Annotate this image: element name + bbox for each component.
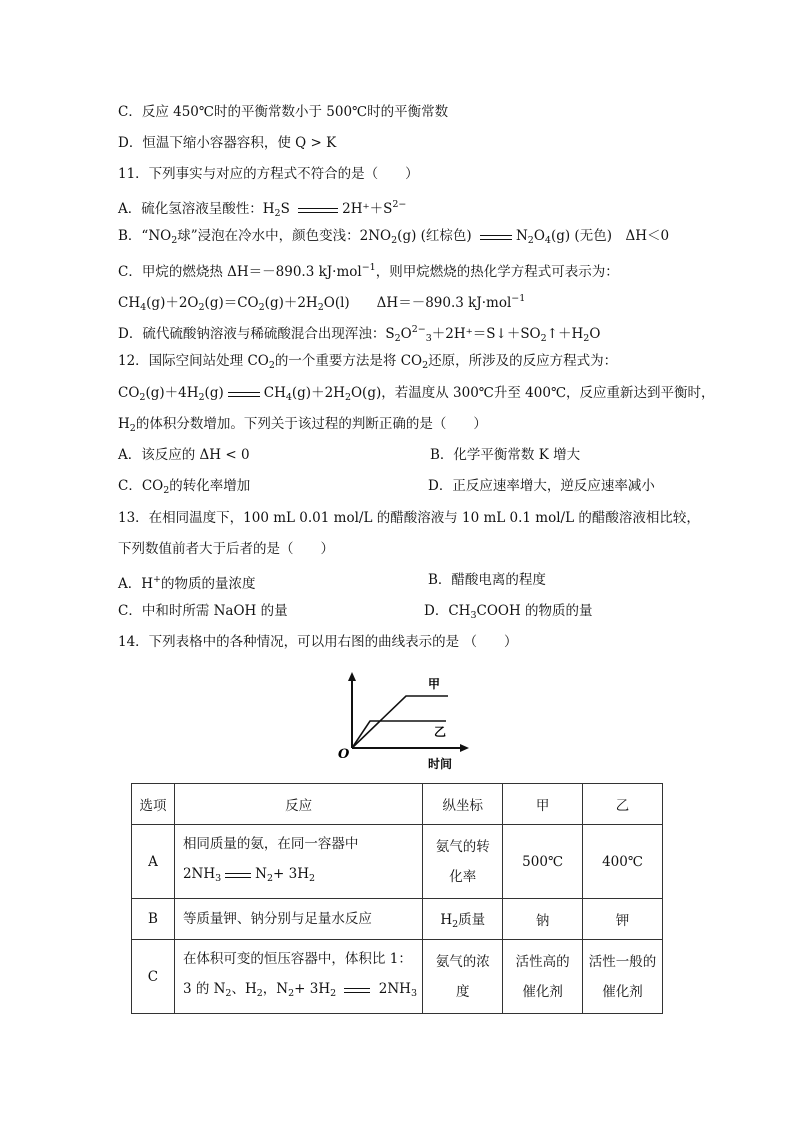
equilibrium-arrow [478, 232, 514, 242]
row-c-option: C [132, 940, 175, 1014]
row-a-reaction: 相同质量的氨，在同一容器中 $2NH_3$ $N_2+ 3H_2$ [174, 825, 422, 899]
q13-option-b: B．醋酸电离的程度 [428, 572, 546, 588]
q13-stem-2: 下列数值前者大于后者的是（ ） [118, 541, 334, 557]
header-ylabel: 纵坐标 [423, 784, 503, 825]
row-b-jia: 钠 [503, 899, 583, 940]
header-yi: 乙 [583, 784, 663, 825]
q11-option-c: C．甲烷的燃烧热 ΔH＝－890.3 kJ·mol$^{-1}$，则甲烷燃烧的热化学方程式可表示为： [118, 262, 619, 280]
curve-graph [336, 668, 476, 774]
q12-option-c: C．$CO_2$的转化率增加 [118, 478, 251, 496]
row-b-ylabel: $H_2$质量 [423, 899, 503, 940]
q13-stem: 13．在相同温度下，100 mL 0.01 mol/L 的醋酸溶液与 10 mL 0.1 mol/L 的醋酸溶液相比较， [118, 510, 700, 526]
q12-stem: 12．国际空间站处理 $CO_2$的一个重要方法是将 $CO_2$还原，所涉及的反应方程式为： [118, 353, 618, 371]
header-option: 选项 [132, 784, 175, 825]
table-header-row [132, 784, 663, 825]
q12-option-d: D．正反应速率增大，逆反应速率减小 [428, 478, 655, 494]
q12-stem-end: $H_2$的体积分数增加。下列关于该过程的判断正确的是（ ） [118, 416, 487, 434]
equilibrium-arrow [223, 870, 253, 880]
y-axis-arrow [348, 672, 356, 681]
q11-option-a: A．硫化氢溶液呈酸性：$H_2S$ $2H^++S^{2-}$ [118, 199, 407, 219]
table-row [132, 940, 663, 1014]
table-row [132, 825, 663, 899]
options-table [131, 783, 663, 1014]
q13-option-d: D．$CH_3COOH$ 的物质的量 [424, 603, 593, 621]
origin-label: O [338, 747, 350, 762]
q12-option-a: A．该反应的 ΔH < 0 [118, 447, 250, 463]
q12-equation: $CO_2(g)+4H_2(g)$ $CH_4(g)+2H_2O(g)$，若温度从 300℃升至 400℃，反应重新达到平衡时， [118, 385, 715, 403]
row-c-jia: 活性高的 催化剂 [503, 940, 583, 1014]
row-a-jia: 500℃ [503, 825, 583, 899]
equilibrium-arrow [296, 205, 340, 215]
row-b-option: B [132, 899, 175, 940]
row-a-ylabel: 氨气的转 化率 [423, 825, 503, 899]
label-jia: 甲 [428, 677, 441, 691]
q11-option-b: B．“$NO_2$球”浸泡在冷水中，颜色变浅：$2NO_2(g)$ (红棕色) $N_2O_4(g)$ (无色) ΔH＜0 [118, 228, 670, 246]
header-jia: 甲 [503, 784, 583, 825]
row-a-option: A [132, 825, 175, 899]
q10-option-c: C．反应 450℃时的平衡常数小于 500℃时的平衡常数 [118, 104, 449, 120]
label-yi: 乙 [434, 725, 447, 739]
q13-option-c: C．中和时所需 NaOH 的量 [118, 603, 288, 619]
equilibrium-arrow [342, 985, 372, 995]
table-row [132, 899, 663, 940]
row-b-yi: 钾 [583, 899, 663, 940]
q10-option-d: D．恒温下缩小容器容积，使 Q > K [118, 135, 337, 151]
q12-option-b: B．化学平衡常数 K 增大 [430, 447, 581, 463]
curve-graph-svg [336, 668, 476, 774]
row-b-reaction: 等质量钾、钠分别与足量水反应 [174, 899, 422, 940]
row-c-ylabel: 氨气的浓 度 [423, 940, 503, 1014]
x-axis-arrow [460, 744, 469, 752]
q11-option-c-equation: $CH_4(g)+2O_2(g)=CO_2(g)+2H_2O(l)$ ΔH＝－890.3 kJ·mol$^{-1}$ [118, 293, 526, 313]
q13-option-a: A．H+的物质的量浓度 [118, 574, 256, 592]
curve-jia [352, 696, 448, 748]
q11-option-d: D．硫代硫酸钠溶液与稀硫酸混合出现浑浊：$S_2O^{2-}_3+2H^+=S↓+SO_2↑+H_2O$ [118, 324, 601, 344]
header-reaction: 反应 [174, 784, 422, 825]
row-c-reaction: 在体积可变的恒压容器中，体积比 1： 3 的 $N_2$、$H_2$，$N_2+ 3H_2$ $2NH_3$ [174, 940, 422, 1014]
x-axis-label: 时间 [428, 757, 453, 771]
equilibrium-arrow [226, 389, 262, 399]
row-a-yi: 400℃ [583, 825, 663, 899]
q11-stem: 11．下列事实与对应的方程式不符合的是（ ） [118, 166, 419, 182]
q14-stem: 14．下列表格中的各种情况，可以用右图的曲线表示的是 （ ） [118, 634, 518, 650]
row-c-yi: 活性一般的 催化剂 [583, 940, 663, 1014]
